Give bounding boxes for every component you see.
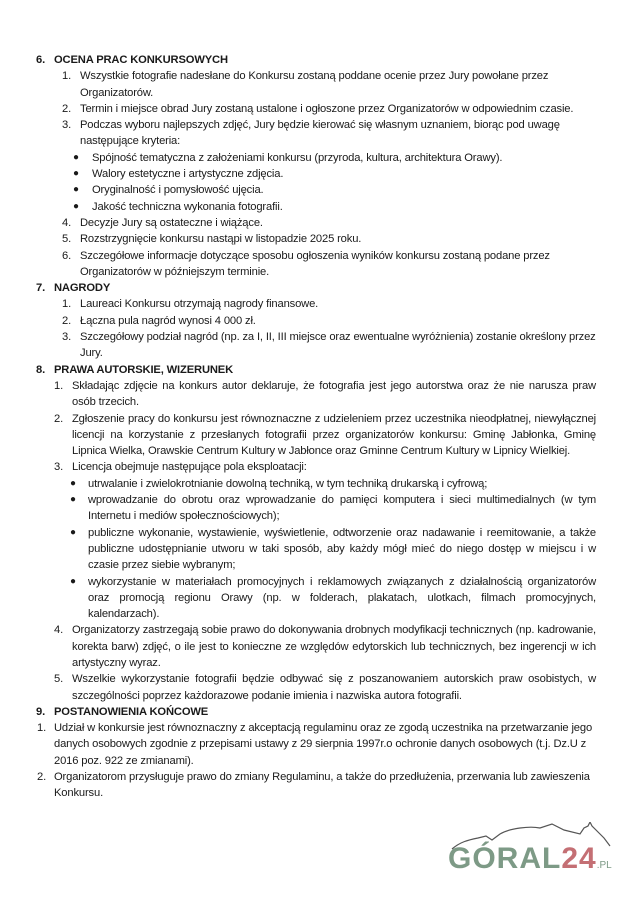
bullet-text: Jakość techniczna wykonania fotografii. (92, 200, 283, 213)
goral24-watermark-logo (440, 822, 636, 892)
bullet-icon: ● (73, 200, 79, 212)
list-item (0, 378, 636, 411)
bullet-item (0, 166, 636, 182)
logo-tld: .PL (596, 860, 612, 871)
section-heading (0, 52, 636, 68)
section-ocena-prac (0, 52, 636, 280)
bullet-item (0, 574, 636, 623)
list-item (0, 671, 636, 704)
section-number: 7. (36, 282, 46, 295)
item-text: Zgłoszenie pracy do konkursu jest równoznaczne z udzieleniem przez uczestnika nieodpłatnej, niewyłącznej licencji na korzystanie z przesłanych fotografii przez organizatorów konkursu: Gminę Jabłonka, Gminę Lipnica Wielka, Orawskie Centrum Kultury w Jabłonce oraz Gminne Centrum Kultury w Lipnicy Wielkiej. (72, 412, 596, 458)
list-item (0, 68, 636, 101)
item-number: 3. (62, 331, 72, 344)
item-text: Wszelkie wykorzystanie fotografii będzie odbywać się z poszanowaniem autorskich praw osobistych, w szczególności poprzez każdorazowe podanie imienia i nazwiska autora fotografii. (72, 673, 596, 702)
item-text: Laureaci Konkursu otrzymają nagrody finansowe. (80, 298, 319, 311)
bullet-text: publiczne wykonanie, wystawienie, wyświetlenie, odtworzenie oraz nadawanie i reemitowanie, a także publiczne udostępnianie utworu w taki sposób, aby każdy mógł mieć do niego dostęp w miejscu i w czasie przez siebie wybranym; (88, 526, 596, 572)
bullet-icon: ● (70, 575, 76, 587)
logo-number: 24 (561, 842, 597, 875)
bullet-text: Spójność tematyczna z założeniami konkursu (przyroda, kultura, architektura Orawy). (92, 151, 503, 164)
item-text: Decyzje Jury są ostateczne i wiążące. (80, 216, 263, 229)
list-item (0, 769, 636, 802)
bullet-icon: ● (73, 184, 79, 196)
section-heading (0, 704, 636, 720)
bullet-text: utrwalanie i zwielokrotnianie dowolną techniką, w tym techniką drukarską i cyfrową; (88, 477, 488, 490)
logo-text (448, 842, 612, 876)
bullet-icon: ● (73, 168, 79, 180)
bullet-icon: ● (70, 526, 76, 538)
section-title: POSTANOWIENIA KOŃCOWE (54, 705, 209, 718)
bullet-item (0, 492, 636, 525)
item-text: Łączna pula nagród wynosi 4 000 zł. (80, 314, 256, 327)
list-item (0, 622, 636, 671)
section-number: 6. (36, 54, 46, 66)
item-number: 5. (54, 673, 64, 686)
item-number: 2. (37, 771, 47, 784)
list-item (0, 720, 636, 769)
logo-main: GÓRAL (448, 842, 562, 875)
bullet-icon: ● (73, 151, 79, 163)
bullet-text: Walory estetyczne i artystyczne zdjęcia. (92, 168, 284, 181)
list-item (0, 313, 636, 329)
item-text: Licencja obejmuje następujące pola eksploatacji: (72, 461, 307, 474)
bullet-item (0, 476, 636, 492)
bullet-item (0, 525, 636, 574)
item-text: Rozstrzygnięcie konkursu nastąpi w listopadzie 2025 roku. (80, 233, 362, 246)
bullet-text: wprowadzanie do obrotu oraz wprowadzanie do pamięci komputera i sieci multimedialnych (w tym Internetu i mediów społecznościowych); (88, 494, 596, 523)
item-text: Organizatorom przysługuje prawo do zmiany Regulaminu, a także do przedłużenia, przerwania lub zawieszenia Konkursu. (54, 771, 590, 800)
section-prawa-autorskie (0, 362, 636, 704)
list-item (0, 248, 636, 281)
bullet-icon: ● (70, 494, 76, 506)
section-nagrody (0, 280, 636, 361)
item-text: Szczegółowy podział nagród (np. za I, II, III miejsce oraz ewentualne wyróżnienia) zostanie określony przez Jury. (80, 331, 596, 360)
section-title: OCENA PRAC KONKURSOWYCH (54, 54, 228, 66)
section-heading (0, 280, 636, 296)
bullet-item (0, 150, 636, 166)
item-number: 4. (62, 216, 72, 229)
item-number: 3. (62, 119, 72, 132)
item-number: 2. (62, 314, 72, 327)
item-text: Udział w konkursie jest równoznaczny z akceptacją regulaminu oraz ze zgodą uczestnika na przetwarzanie jego danych osobowych zgodnie z przepisami ustawy z 29 sierpnia 1997r.o ochronie danych osobowych (t.j. Dz.U z 2016 poz. 922 ze zmianami). (54, 722, 593, 767)
item-text: Termin i miejsce obrad Jury zostaną ustalone i ogłoszone przez Organizatorów w odpowiednim czasie. (80, 102, 574, 115)
bullet-item (0, 199, 636, 215)
section-number: 8. (36, 363, 46, 376)
section-number: 9. (36, 705, 46, 718)
section-title: PRAWA AUTORSKIE, WIZERUNEK (54, 363, 234, 376)
bullet-text: wykorzystanie w materiałach promocyjnych i reklamowych związanych z działalnością organizatorów oraz promocją regionu Orawy (np. w folderach, plakatach, ulotkach, filmach promocyjnych, kalendarzach). (88, 575, 596, 621)
list-item (0, 231, 636, 247)
item-text: Organizatorzy zastrzegają sobie prawo do dokonywania drobnych modyfikacji technicznych (np. kadrowanie, korekta barw) zdjęć, o ile jest to konieczne ze względów edytorskich lub technicznych, bez ingerencji w ich artystyczny wyraz. (72, 624, 596, 669)
item-text: Składając zdjęcie na konkurs autor deklaruje, że fotografia jest jego autorstwa oraz że nie narusza praw osób trzecich. (72, 379, 596, 409)
item-number: 1. (54, 379, 64, 392)
item-number: 5. (62, 233, 72, 246)
item-number: 1. (37, 722, 47, 735)
document-body (0, 52, 636, 802)
section-postanowienia-koncowe (0, 704, 636, 802)
item-number: 2. (54, 412, 64, 425)
list-item (0, 459, 636, 475)
item-number: 6. (62, 249, 72, 262)
item-number: 3. (54, 461, 64, 474)
list-item (0, 296, 636, 312)
list-item (0, 215, 636, 231)
section-title: NAGRODY (54, 282, 111, 295)
list-item (0, 411, 636, 460)
list-item (0, 101, 636, 117)
bullet-item (0, 182, 636, 198)
item-text: Podczas wyboru najlepszych zdjęć, Jury będzie kierować się własnym uznaniem, biorąc pod uwagę następujące kryteria: (80, 119, 560, 148)
item-number: 1. (62, 70, 72, 83)
list-item (0, 329, 636, 362)
item-number: 2. (62, 102, 72, 115)
bullet-icon: ● (70, 477, 76, 489)
item-number: 4. (54, 624, 64, 637)
bullet-text: Oryginalność i pomysłowość ujęcia. (92, 184, 264, 197)
item-text: Szczegółowe informacje dotyczące sposobu ogłoszenia wyników konkursu zostaną podane przez Organizatorów w późniejszym terminie. (80, 249, 550, 278)
section-heading (0, 362, 636, 378)
list-item (0, 117, 636, 150)
item-number: 1. (62, 298, 72, 311)
item-text: Wszystkie fotografie nadesłane do Konkursu zostaną poddane ocenie przez Jury powołane przez Organizatorów. (80, 70, 549, 99)
